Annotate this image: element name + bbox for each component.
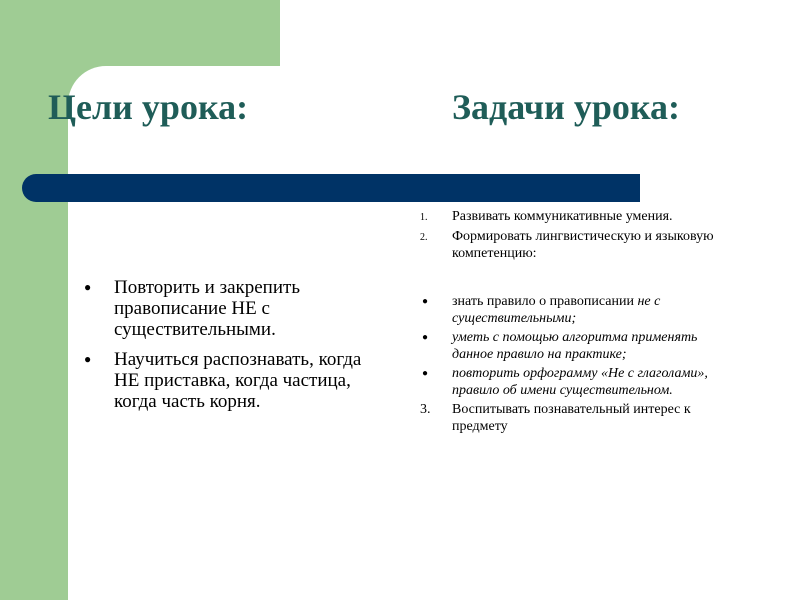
subtask-item [420, 293, 720, 327]
goal-text: Повторить и закрепить правописание НЕ с существительными. [114, 277, 300, 340]
goals-title: Цели урока: [48, 87, 249, 127]
goal-item [82, 277, 377, 340]
task-number: 2. [420, 232, 428, 243]
task-text: Воспитывать познавательный интерес к предмету [452, 402, 691, 434]
bullet-icon: ● [422, 296, 429, 307]
bullet-icon: ● [84, 352, 92, 366]
goal-item [82, 349, 377, 412]
subtask-text-italic: не с существительными; [452, 294, 661, 326]
goals-list [82, 277, 377, 421]
task-number: 1. [420, 212, 428, 223]
task-number: 3. [420, 402, 431, 417]
subtask-text-italic: уметь с помощью алгоритма применять данное правило на практике; [452, 330, 698, 362]
bullet-icon: ● [84, 280, 92, 294]
task-item [420, 401, 720, 435]
task-item [420, 208, 720, 225]
bullet-icon: ● [422, 368, 429, 379]
tasks-title: Задачи урока: [452, 87, 681, 127]
subtask-text-plain: знать правило о правописании [452, 294, 638, 309]
tasks-list [420, 208, 720, 435]
subtask-item [420, 329, 720, 363]
subtask-text-italic: повторить орфограмму «Не с глаголами», правило об имени существительном. [452, 366, 708, 398]
task-text: Формировать лингвистическую и языковую компетенцию: [452, 229, 714, 261]
task-item [420, 228, 720, 262]
subtask-item [420, 365, 720, 399]
task-text: Развивать коммуникативные умения. [452, 209, 673, 224]
bullet-icon: ● [422, 332, 429, 343]
divider-bar [22, 174, 640, 202]
goal-text: Научиться распознавать, когда НЕ приставка, когда частица, когда часть корня. [114, 349, 362, 412]
